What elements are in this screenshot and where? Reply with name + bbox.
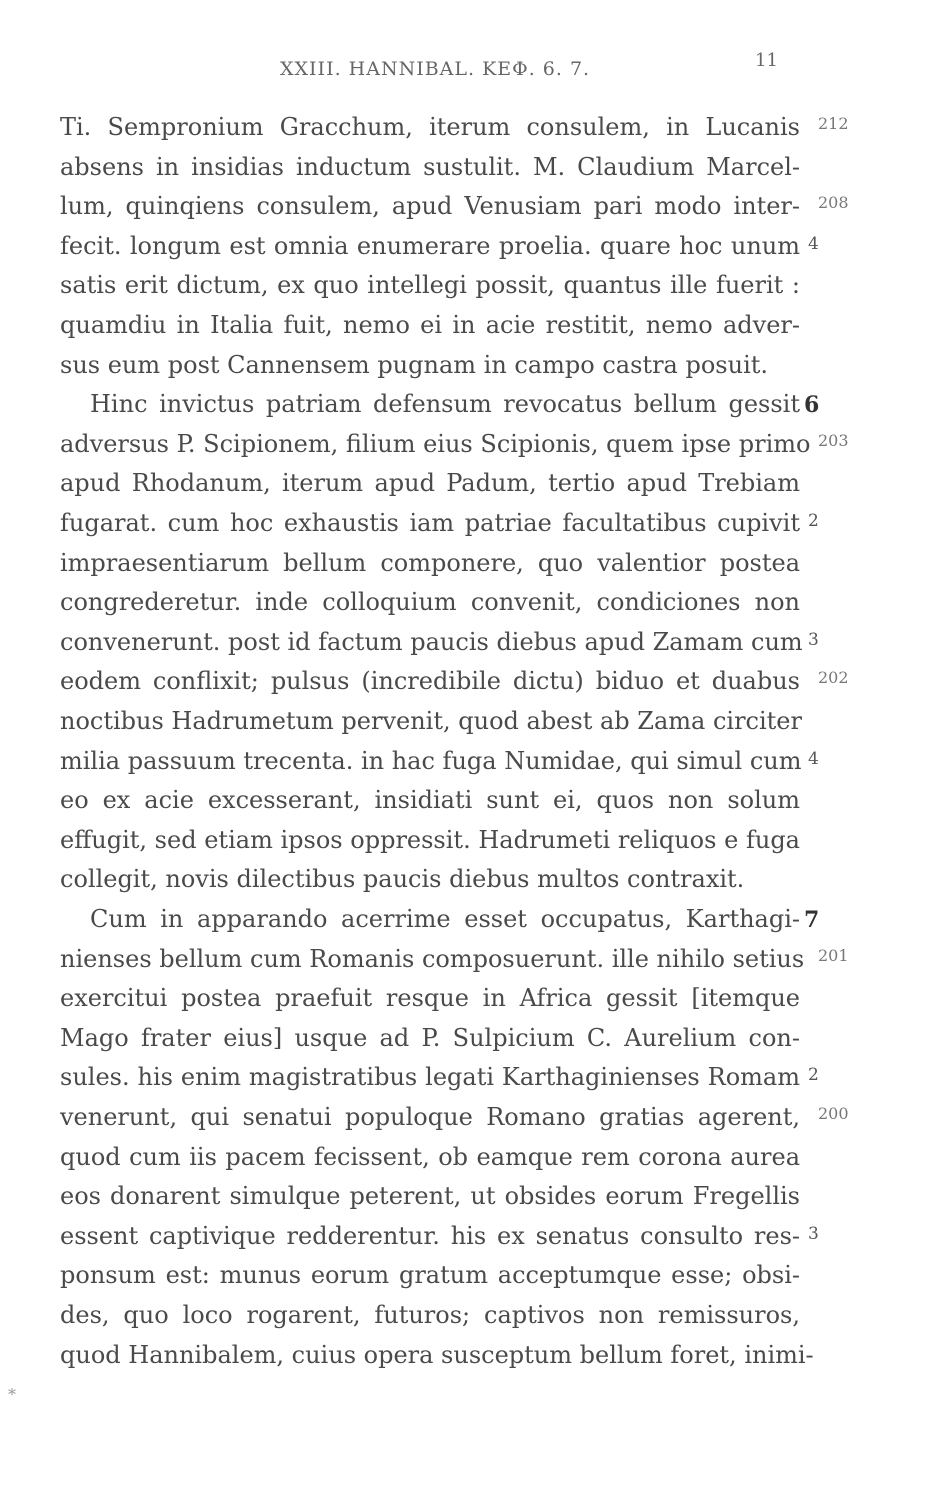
text-line: satis erit dictum, ex quo intellegi possit, quantus ille fuerit : — [60, 271, 800, 300]
chapter-section-number: 6 — [804, 392, 820, 419]
text-line: lum, quinqiens consulem, apud Venusiam pari modo inter- — [60, 192, 800, 221]
text-line: venerunt, qui senatui populoque Romano gratias agerent, — [60, 1103, 800, 1131]
text-line: quod Hannibalem, cuius opera susceptum bellum foret, inimi- — [60, 1340, 814, 1369]
text-line: sules. his enim magistratibus legati Karthaginienses Romam — [60, 1063, 800, 1092]
chapter-section-number: 3 — [808, 629, 819, 650]
text-line: adversus P. Scipionem, filium eius Scipionis, quem ipse primo — [60, 429, 811, 458]
text-line: nienses bellum cum Romanis composuerunt. ille nihilo setius — [60, 944, 805, 973]
text-line: collegit, novis dilectibus paucis diebus multos contraxit. — [60, 865, 745, 894]
text-line: des, quo loco rogarent, futuros; captivos non remissuros, — [60, 1301, 800, 1329]
text-line: eodem conflixit; pulsus (incredibile dictu) biduo et duabus — [60, 667, 800, 696]
chapter-section-number: 4 — [808, 748, 819, 769]
chapter-section-number: 2 — [808, 511, 819, 531]
text-line: essent captivique redderentur. his ex senatus consulto res- — [60, 1221, 800, 1250]
text-line: Ti. Sempronium Gracchum, iterum consulem, in Lucanis — [60, 113, 800, 141]
text-line: effugit, sed etiam ipsos oppressit. Hadrumeti reliquos e fuga — [60, 825, 800, 854]
year-marginal-note: 203 — [818, 430, 849, 450]
text-line: Cum in apparando acerrime esset occupatus, Karthagi- — [90, 905, 800, 933]
page-number: 11 — [755, 50, 778, 71]
text-line: Mago frater eius] usque ad P. Sulpicium C. Aurelium con- — [60, 1023, 800, 1052]
running-head: XXIII. HANNIBAL. ΚΕΦ. 6. 7. — [280, 58, 591, 80]
text-line: eos donarent simulque peterent, ut obsides eorum Fregellis — [60, 1182, 800, 1211]
text-line: milia passuum trecenta. in hac fuga Numidae, qui simul cum — [60, 746, 802, 775]
text-line: apud Rhodanum, iterum apud Padum, tertio apud Trebiam — [60, 469, 800, 498]
text-line: exercitui postea praefuit resque in Africa gessit [itemque — [60, 984, 800, 1013]
year-marginal-note: 208 — [818, 193, 849, 213]
chapter-section-number: 3 — [808, 1223, 819, 1244]
text-line: noctibus Hadrumetum pervenit, quod abest ab Zama circiter — [60, 707, 802, 735]
chapter-section-number: 7 — [804, 907, 820, 933]
chapter-section-number: 2 — [808, 1065, 819, 1086]
text-line: sus eum post Cannensem pugnam in campo castra posuit. — [60, 350, 769, 379]
text-line: eo ex acie excesserant, insidiati sunt ei, quos non solum — [60, 786, 800, 815]
text-line: absens in insidias inductum sustulit. M. Claudium Marcel- — [60, 152, 800, 181]
year-marginal-note: 202 — [818, 668, 849, 688]
year-marginal-note: 212 — [818, 114, 849, 133]
text-line: fecit. longum est omnia enumerare proelia. quare hoc unum — [60, 231, 800, 260]
year-marginal-note: 201 — [818, 945, 849, 965]
text-line: Hinc invictus patriam defensum revocatus bellum gessit — [90, 390, 800, 419]
chapter-section-number: 4 — [808, 233, 819, 254]
text-line: ponsum est: munus eorum gratum acceptumque esse; obsi- — [60, 1261, 800, 1290]
stray-mark: * — [8, 1385, 16, 1404]
text-line: impraesentiarum bellum componere, quo valentior postea — [60, 548, 800, 577]
text-line: congrederetur. inde colloquium convenit, condiciones non — [60, 588, 800, 617]
text-line: convenerunt. post id factum paucis diebus apud Zamam cum — [60, 627, 803, 656]
year-marginal-note: 200 — [818, 1104, 849, 1123]
text-line: quamdiu in Italia fuit, nemo ei in acie restitit, nemo adver- — [60, 311, 800, 339]
text-line: fugarat. cum hoc exhaustis iam patriae facultatibus cupivit — [60, 509, 800, 537]
text-line: quod cum iis pacem fecissent, ob eamque rem corona aurea — [60, 1142, 800, 1171]
